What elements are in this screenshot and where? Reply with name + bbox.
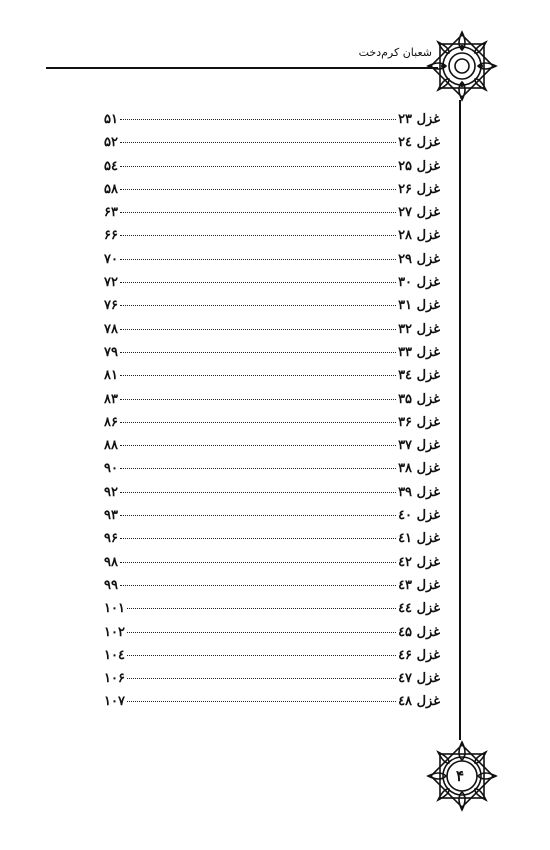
toc-entry	[104, 438, 440, 461]
toc-entry-title: غزل ٤۶	[398, 647, 440, 663]
toc-entry	[104, 392, 440, 415]
toc-entry-title: غزل ٤۳	[398, 577, 440, 593]
toc-entry	[104, 531, 440, 554]
toc-entry-page: ۱۰۷	[104, 694, 125, 710]
dot-leader	[120, 375, 396, 376]
table-of-contents	[104, 112, 440, 718]
header-rule	[46, 67, 438, 69]
dot-leader	[120, 585, 396, 586]
toc-entry	[104, 485, 440, 508]
toc-entry	[104, 298, 440, 321]
toc-entry-page: ۷۹	[104, 344, 118, 360]
toc-entry	[104, 461, 440, 484]
toc-entry-page: ۷۲	[104, 275, 118, 291]
toc-entry-page: ۱۰۱	[104, 601, 125, 617]
toc-entry-page: ۵۸	[104, 181, 118, 197]
dot-leader	[127, 632, 396, 633]
toc-entry	[104, 345, 440, 368]
header-title: شعبان کرم‌دخت	[358, 46, 432, 59]
dot-leader	[120, 492, 396, 493]
toc-entry-page: ۷۰	[104, 251, 118, 267]
toc-entry-page: ۸۸	[104, 438, 118, 454]
toc-entry	[104, 275, 440, 298]
toc-entry-title: غزل ۲۶	[398, 181, 440, 197]
toc-entry	[104, 252, 440, 275]
toc-entry-page: ۸۱	[104, 368, 118, 384]
toc-entry-page: ۹۸	[104, 554, 118, 570]
dot-leader	[127, 678, 396, 679]
toc-entry-title: غزل ٤۷	[398, 671, 440, 687]
toc-entry-page: ۶۶	[104, 228, 118, 244]
toc-entry-title: غزل ۳۲	[398, 321, 440, 337]
toc-entry-title: غزل ۳۰	[398, 275, 440, 291]
toc-entry-title: غزل ۳۹	[398, 484, 440, 500]
toc-entry	[104, 322, 440, 345]
toc-entry-page: ۵٤	[104, 158, 118, 174]
dot-leader	[120, 562, 396, 563]
dot-leader	[120, 468, 396, 469]
toc-entry-title: غزل ٤۲	[398, 554, 440, 570]
toc-entry-title: غزل ٤٤	[398, 601, 440, 617]
toc-entry-title: غزل ۲۹	[398, 251, 440, 267]
toc-entry-title: غزل ۳۸	[398, 461, 440, 477]
toc-entry	[104, 694, 440, 717]
toc-entry-title: غزل ۲۷	[398, 205, 440, 221]
toc-entry-title: غزل ۳۶	[398, 414, 440, 430]
dot-leader	[120, 166, 396, 167]
toc-entry	[104, 135, 440, 158]
toc-entry	[104, 159, 440, 182]
toc-entry	[104, 182, 440, 205]
toc-entry-page: ۷۸	[104, 321, 118, 337]
toc-entry-title: غزل ٤۱	[398, 531, 440, 547]
rosette-ornament-icon	[424, 28, 500, 104]
dot-leader	[120, 212, 396, 213]
dot-leader	[120, 142, 396, 143]
toc-entry	[104, 508, 440, 531]
toc-entry-title: غزل ٤۵	[398, 624, 440, 640]
toc-entry-page: ۵۱	[104, 112, 118, 127]
toc-entry	[104, 112, 440, 135]
dot-leader	[120, 538, 396, 539]
toc-entry	[104, 415, 440, 438]
toc-entry	[104, 205, 440, 228]
toc-entry-title: غزل ۲۵	[398, 158, 440, 174]
toc-entry	[104, 648, 440, 671]
toc-entry-page: ۸۳	[104, 391, 118, 407]
toc-entry-title: غزل ۳٤	[398, 368, 440, 384]
toc-entry-page: ۹۲	[104, 484, 118, 500]
dot-leader	[120, 329, 396, 330]
dot-leader	[120, 282, 396, 283]
toc-entry-page: ۹۹	[104, 577, 118, 593]
toc-entry-page: ۹۰	[104, 461, 118, 477]
toc-entry-page: ۷۶	[104, 298, 118, 314]
dot-leader	[127, 655, 396, 656]
dot-leader	[120, 189, 396, 190]
toc-entry	[104, 601, 440, 624]
page-number: ۴	[455, 767, 465, 785]
toc-entry-page: ۸۶	[104, 414, 118, 430]
toc-entry-title: غزل ٤۸	[398, 694, 440, 710]
dot-leader	[120, 305, 396, 306]
toc-entry-page: ۶۳	[104, 205, 118, 221]
dot-leader	[120, 445, 396, 446]
dot-leader	[120, 119, 396, 120]
dot-leader	[127, 701, 396, 702]
dot-leader	[120, 352, 396, 353]
toc-entry-page: ۱۰۶	[104, 671, 125, 687]
side-rule	[459, 100, 461, 740]
dot-leader	[120, 515, 396, 516]
toc-entry	[104, 228, 440, 251]
toc-entry-page: ۱۰٤	[104, 647, 125, 663]
toc-entry-page: ۹۳	[104, 508, 118, 524]
toc-entry-title: غزل ۳۳	[398, 344, 440, 360]
toc-entry-title: غزل ۳۷	[398, 438, 440, 454]
toc-entry-page: ۹۶	[104, 531, 118, 547]
toc-entry-page: ۵۲	[104, 135, 118, 151]
toc-entry-title: غزل ٤۰	[398, 508, 440, 524]
toc-entry-page: ۱۰۲	[104, 624, 125, 640]
toc-entry	[104, 578, 440, 601]
toc-entry	[104, 671, 440, 694]
toc-entry	[104, 555, 440, 578]
toc-entry	[104, 625, 440, 648]
toc-entry-title: غزل ۳۵	[398, 391, 440, 407]
dot-leader	[120, 235, 396, 236]
toc-entry-title: غزل ۲٤	[398, 135, 440, 151]
dot-leader	[127, 608, 396, 609]
toc-entry-title: غزل ۲۳	[398, 112, 440, 127]
toc-entry-title: غزل ۲۸	[398, 228, 440, 244]
toc-entry-title: غزل ۳۱	[398, 298, 440, 314]
dot-leader	[120, 399, 396, 400]
dot-leader	[120, 259, 396, 260]
toc-entry	[104, 368, 440, 391]
dot-leader	[120, 422, 396, 423]
